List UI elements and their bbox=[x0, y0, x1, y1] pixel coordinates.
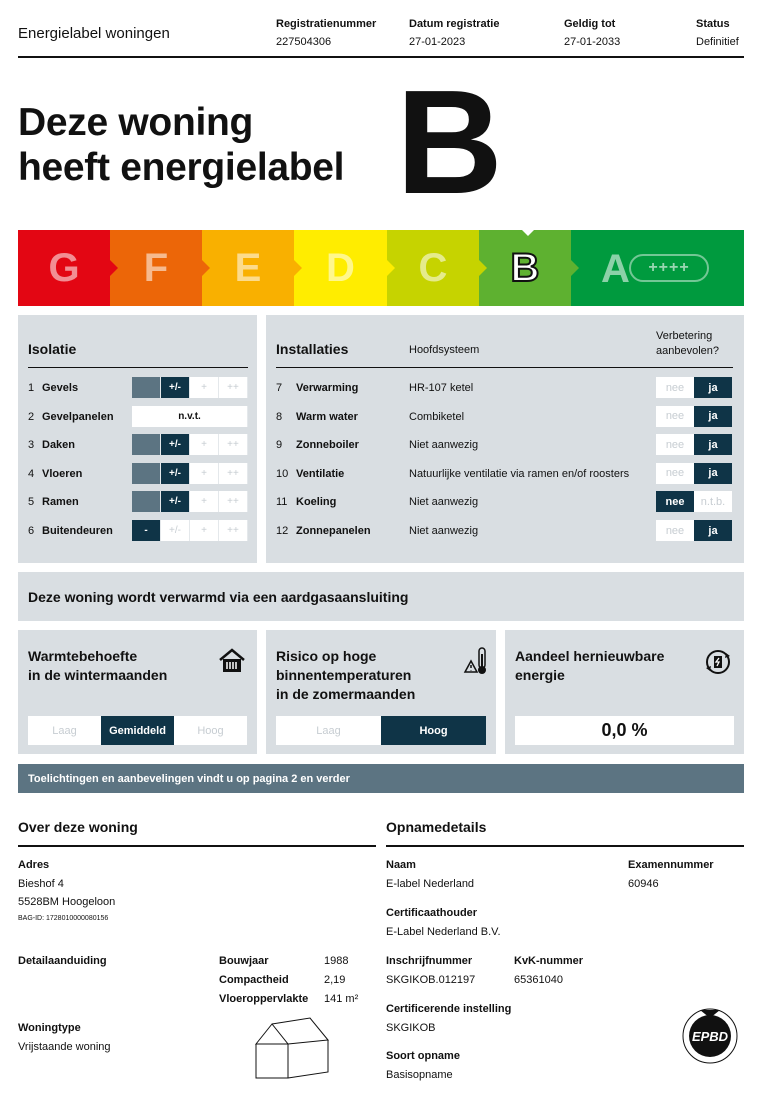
verbetering-option-nee: nee bbox=[656, 463, 694, 484]
instelling-value: SKGIKOB bbox=[386, 1022, 436, 1034]
risico-option: Hoog bbox=[381, 716, 486, 745]
hernieuwbaar-line-1: Aandeel hernieuwbare bbox=[515, 648, 665, 664]
status-label: Status bbox=[696, 18, 730, 30]
isolatie-rating-cell: ++ bbox=[219, 377, 248, 398]
active-label-caret bbox=[516, 224, 540, 236]
isolatie-row-number: 2 bbox=[28, 410, 35, 423]
energy-segment-g bbox=[18, 230, 110, 306]
isolatie-rating-cell: +/- bbox=[161, 491, 190, 512]
isolatie-rating-cell: ++ bbox=[219, 491, 248, 512]
risico-line-1: Risico op hoge bbox=[276, 648, 377, 664]
document-title: Energielabel woningen bbox=[18, 25, 170, 42]
bag-id: BAG-ID: 1728010000080156 bbox=[18, 915, 109, 922]
installatie-row-system: Niet aanwezig bbox=[409, 496, 479, 509]
verbetering-option-ja: ja bbox=[694, 434, 732, 455]
isolatie-rating-cell bbox=[132, 434, 161, 455]
verbetering-option-nee: nee bbox=[656, 434, 694, 455]
epbd-logo-text: EPBD bbox=[691, 1029, 729, 1044]
datum-block bbox=[409, 18, 499, 48]
isolatie-title: Isolatie bbox=[28, 341, 77, 357]
installatie-row bbox=[276, 406, 742, 428]
woningtype-label: Woningtype bbox=[18, 1022, 81, 1034]
verbetering-option-nee: nee bbox=[656, 520, 694, 541]
isolatie-rating-cell: ++ bbox=[219, 463, 248, 484]
naam-value: E-label Nederland bbox=[386, 878, 475, 890]
isolatie-row-number: 3 bbox=[28, 439, 35, 452]
hero-line-2: heeft energielabel bbox=[18, 146, 345, 189]
installatie-row-name: Ventilatie bbox=[296, 467, 345, 480]
document-header bbox=[18, 0, 744, 58]
energy-segment-label: C bbox=[418, 245, 448, 290]
energy-segment-label: G bbox=[48, 245, 80, 290]
installatie-row-name: Koeling bbox=[296, 496, 337, 509]
isolatie-rating-scale bbox=[132, 406, 248, 427]
risico-option: Laag bbox=[276, 716, 381, 745]
isolatie-rating-cell bbox=[132, 377, 161, 398]
geldig-label: Geldig tot bbox=[564, 18, 616, 30]
isolatie-rating-cell: - bbox=[132, 520, 161, 541]
isolatie-row bbox=[28, 377, 248, 399]
woningtype-value: Vrijstaande woning bbox=[18, 1041, 111, 1053]
hernieuwbaar-line-2: energie bbox=[515, 667, 565, 683]
isolatie-rating-cell: +/- bbox=[161, 520, 190, 541]
isolatie-rating-cell: ++ bbox=[219, 434, 248, 455]
isolatie-rating-scale bbox=[132, 377, 248, 398]
energy-scale-bar bbox=[18, 230, 744, 306]
thermometer-warning-icon bbox=[463, 646, 489, 681]
isolatie-rating-scale bbox=[132, 520, 248, 541]
installatie-row bbox=[276, 491, 742, 513]
installatie-row-system: Niet aanwezig bbox=[409, 439, 479, 452]
warmtebehoefte-scale bbox=[28, 716, 247, 745]
hernieuwbaar-title bbox=[515, 647, 664, 685]
isolatie-rating-cell: + bbox=[190, 377, 219, 398]
installatie-row-number: 8 bbox=[276, 410, 283, 423]
isolatie-row bbox=[28, 520, 248, 542]
energy-segment-label: B bbox=[510, 245, 540, 290]
isolatie-rating-cell: + bbox=[190, 434, 219, 455]
isolatie-row bbox=[28, 434, 248, 456]
isolatie-row-name: Ramen bbox=[42, 496, 79, 509]
verbetering-option-ja: ja bbox=[694, 377, 732, 398]
installatie-row-system: Combiketel bbox=[409, 410, 465, 423]
isolatie-row bbox=[28, 491, 248, 513]
verbetering-header-line-2: aanbevolen? bbox=[656, 345, 720, 357]
energy-segment-d bbox=[294, 230, 387, 306]
hero-heading bbox=[18, 100, 344, 190]
isolatie-row-name: Gevelpanelen bbox=[42, 410, 114, 423]
verbetering-option-ja: n.t.b. bbox=[694, 491, 732, 512]
verbetering-toggle bbox=[656, 520, 732, 541]
isolatie-rating-cell: +/- bbox=[161, 377, 190, 398]
risico-line-3: in de zomermaanden bbox=[276, 686, 416, 702]
inschrijfnummer-label: Inschrijfnummer bbox=[386, 955, 473, 967]
isolatie-row-name: Vloeren bbox=[42, 467, 83, 480]
installatie-row-number: 7 bbox=[276, 382, 283, 394]
soort-opname-label: Soort opname bbox=[386, 1050, 460, 1062]
isolatie-rating-cell: +/- bbox=[161, 463, 190, 484]
verbetering-toggle bbox=[656, 434, 732, 455]
geldig-block bbox=[564, 18, 620, 48]
opname-title: Opnamedetails bbox=[386, 819, 487, 835]
segment-arrow bbox=[479, 260, 487, 276]
installatie-row bbox=[276, 377, 742, 399]
certificaathouder-label: Certificaathouder bbox=[386, 907, 478, 919]
installatie-row-name: Warm water bbox=[296, 410, 358, 423]
detailaanduiding-label: Detailaanduiding bbox=[18, 955, 107, 967]
energy-segment-c bbox=[387, 230, 479, 306]
hoofdsysteem-header: Hoofdsysteem bbox=[409, 344, 480, 356]
verbetering-option-nee: nee bbox=[656, 377, 694, 398]
installatie-row-system: Niet aanwezig bbox=[409, 525, 479, 537]
segment-arrow bbox=[294, 260, 302, 276]
verbetering-option-nee: nee bbox=[656, 491, 694, 512]
verbetering-header-line-1: Verbetering bbox=[656, 330, 713, 342]
installatie-row-system: HR-107 ketel bbox=[409, 382, 474, 394]
isolatie-rating-scale bbox=[132, 463, 248, 484]
installatie-row bbox=[276, 520, 742, 542]
adres-line-1: Bieshof 4 bbox=[18, 878, 64, 890]
isolatie-panel bbox=[18, 315, 257, 563]
energy-segment-e bbox=[202, 230, 294, 306]
hernieuwbaar-panel bbox=[505, 630, 744, 754]
isolatie-rating-cell: +/- bbox=[161, 434, 190, 455]
isolatie-rating-cell bbox=[132, 491, 161, 512]
installatie-row-number: 10 bbox=[276, 467, 289, 480]
installatie-row-name: Verwarming bbox=[296, 382, 359, 394]
risico-line-2: binnentemperaturen bbox=[276, 667, 412, 683]
energy-label-letter: B bbox=[396, 60, 503, 225]
registratienummer-label: Registratienummer bbox=[276, 18, 377, 30]
verbetering-option-ja: ja bbox=[694, 406, 732, 427]
energy-segment-f bbox=[110, 230, 202, 306]
adres-line-2: 5528BM Hoogeloon bbox=[18, 896, 116, 908]
energy-segment-label: A bbox=[601, 247, 630, 291]
inschrijfnummer-value: SKGIKOB.012197 bbox=[386, 974, 476, 986]
opname-divider bbox=[386, 845, 744, 847]
risico-scale bbox=[276, 716, 486, 745]
datum-label: Datum registratie bbox=[409, 18, 500, 30]
isolatie-row bbox=[28, 406, 248, 428]
a-plus-badge: ++++ bbox=[629, 254, 709, 282]
installaties-title: Installaties bbox=[276, 341, 349, 357]
bouwjaar-value: 1988 bbox=[324, 955, 349, 967]
verbetering-toggle bbox=[656, 491, 732, 512]
energy-segment-label: D bbox=[326, 245, 355, 290]
house-heat-icon bbox=[218, 648, 246, 679]
warmtebehoefte-option: Laag bbox=[28, 716, 101, 745]
energy-segment-a bbox=[571, 230, 744, 306]
certificaathouder-value: E-Label Nederland B.V. bbox=[386, 926, 501, 938]
energy-segment-label: E bbox=[234, 245, 262, 290]
kvk-label: KvK-nummer bbox=[514, 955, 584, 967]
segment-arrow bbox=[110, 260, 118, 276]
warmtebehoefte-title bbox=[28, 647, 167, 685]
installaties-divider bbox=[276, 367, 733, 368]
risico-panel bbox=[266, 630, 496, 754]
over-title: Over deze woning bbox=[18, 819, 138, 835]
epbd-logo bbox=[680, 1004, 740, 1066]
installatie-row-number: 12 bbox=[276, 525, 289, 537]
compactheid-label: Compactheid bbox=[219, 974, 289, 986]
risico-title bbox=[276, 647, 415, 704]
segment-arrow bbox=[387, 260, 395, 276]
installatie-row-number: 9 bbox=[276, 439, 283, 452]
examennummer-label: Examennummer bbox=[628, 859, 714, 871]
isolatie-rating-cell: + bbox=[190, 520, 219, 541]
instelling-label: Certificerende instelling bbox=[386, 1003, 512, 1015]
vloeroppervlakte-value: 141 m² bbox=[324, 993, 359, 1005]
vloeroppervlakte-label: Vloeroppervlakte bbox=[219, 993, 309, 1005]
verbetering-header bbox=[656, 329, 719, 359]
status-block bbox=[696, 18, 739, 48]
verwarming-banner-text: Deze woning wordt verwarmd via een aardgasaansluiting bbox=[28, 589, 409, 605]
isolatie-rating-cell: ++ bbox=[219, 520, 248, 541]
geldig-value: 27-01-2033 bbox=[564, 36, 621, 48]
adres-label: Adres bbox=[18, 859, 50, 871]
examennummer-value: 60946 bbox=[628, 878, 659, 890]
verbetering-option-ja: ja bbox=[694, 520, 732, 541]
hero-line-1: Deze woning bbox=[18, 101, 254, 144]
isolatie-row-name: Gevels bbox=[42, 382, 79, 394]
isolatie-row-number: 6 bbox=[28, 525, 35, 537]
toelichting-bar: Toelichtingen en aanbevelingen vindt u op pagina 2 en verder bbox=[18, 764, 744, 793]
installatie-row-system: Natuurlijke ventilatie via ramen en/of roosters bbox=[409, 467, 630, 480]
isolatie-rating-cell: + bbox=[190, 491, 219, 512]
isolatie-row-number: 5 bbox=[28, 496, 35, 509]
verbetering-toggle bbox=[656, 406, 732, 427]
installatie-row bbox=[276, 463, 742, 485]
segment-arrow bbox=[571, 260, 579, 276]
kvk-value: 65361040 bbox=[514, 974, 563, 986]
verbetering-toggle bbox=[656, 463, 732, 484]
isolatie-rating-scale bbox=[132, 434, 248, 455]
installatie-row-name: Zonnepanelen bbox=[296, 525, 371, 537]
installatie-row-name: Zonneboiler bbox=[296, 439, 359, 452]
isolatie-rating-value: n.v.t. bbox=[132, 406, 248, 427]
bouwjaar-label: Bouwjaar bbox=[219, 955, 269, 967]
soort-opname-value: Basisopname bbox=[386, 1069, 453, 1081]
over-divider bbox=[18, 845, 376, 847]
energy-segment-b bbox=[479, 230, 571, 306]
verbetering-toggle bbox=[656, 377, 732, 398]
registratienummer-block bbox=[276, 18, 376, 48]
isolatie-row-number: 1 bbox=[28, 382, 35, 394]
isolatie-row-number: 4 bbox=[28, 467, 35, 480]
isolatie-row bbox=[28, 463, 248, 485]
hernieuwbaar-value: 0,0 % bbox=[515, 716, 734, 745]
registratienummer-value: 227504306 bbox=[276, 36, 332, 48]
renewable-energy-icon bbox=[703, 647, 733, 682]
warmtebehoefte-line-1: Warmtebehoefte bbox=[28, 648, 138, 664]
warmtebehoefte-panel bbox=[18, 630, 257, 754]
detached-house-icon bbox=[252, 1016, 332, 1087]
verwarming-banner bbox=[18, 572, 744, 621]
status-value: Definitief bbox=[696, 36, 739, 48]
verbetering-option-nee: nee bbox=[656, 406, 694, 427]
segment-arrow bbox=[202, 260, 210, 276]
installatie-row bbox=[276, 434, 742, 456]
naam-label: Naam bbox=[386, 859, 416, 871]
compactheid-value: 2,19 bbox=[324, 974, 346, 986]
energy-segment-label: F bbox=[143, 245, 169, 290]
isolatie-rating-scale bbox=[132, 491, 248, 512]
datum-value: 27-01-2023 bbox=[409, 36, 466, 48]
installaties-panel bbox=[266, 315, 744, 563]
warmtebehoefte-line-2: in de wintermaanden bbox=[28, 667, 168, 683]
isolatie-rating-cell bbox=[132, 463, 161, 484]
isolatie-divider bbox=[28, 367, 248, 368]
warmtebehoefte-option: Hoog bbox=[174, 716, 247, 745]
warmtebehoefte-option: Gemiddeld bbox=[101, 716, 174, 745]
verbetering-option-ja: ja bbox=[694, 463, 732, 484]
isolatie-row-name: Daken bbox=[42, 439, 76, 452]
installatie-row-number: 11 bbox=[276, 496, 288, 509]
isolatie-rating-cell: + bbox=[190, 463, 219, 484]
isolatie-row-name: Buitendeuren bbox=[42, 525, 113, 537]
